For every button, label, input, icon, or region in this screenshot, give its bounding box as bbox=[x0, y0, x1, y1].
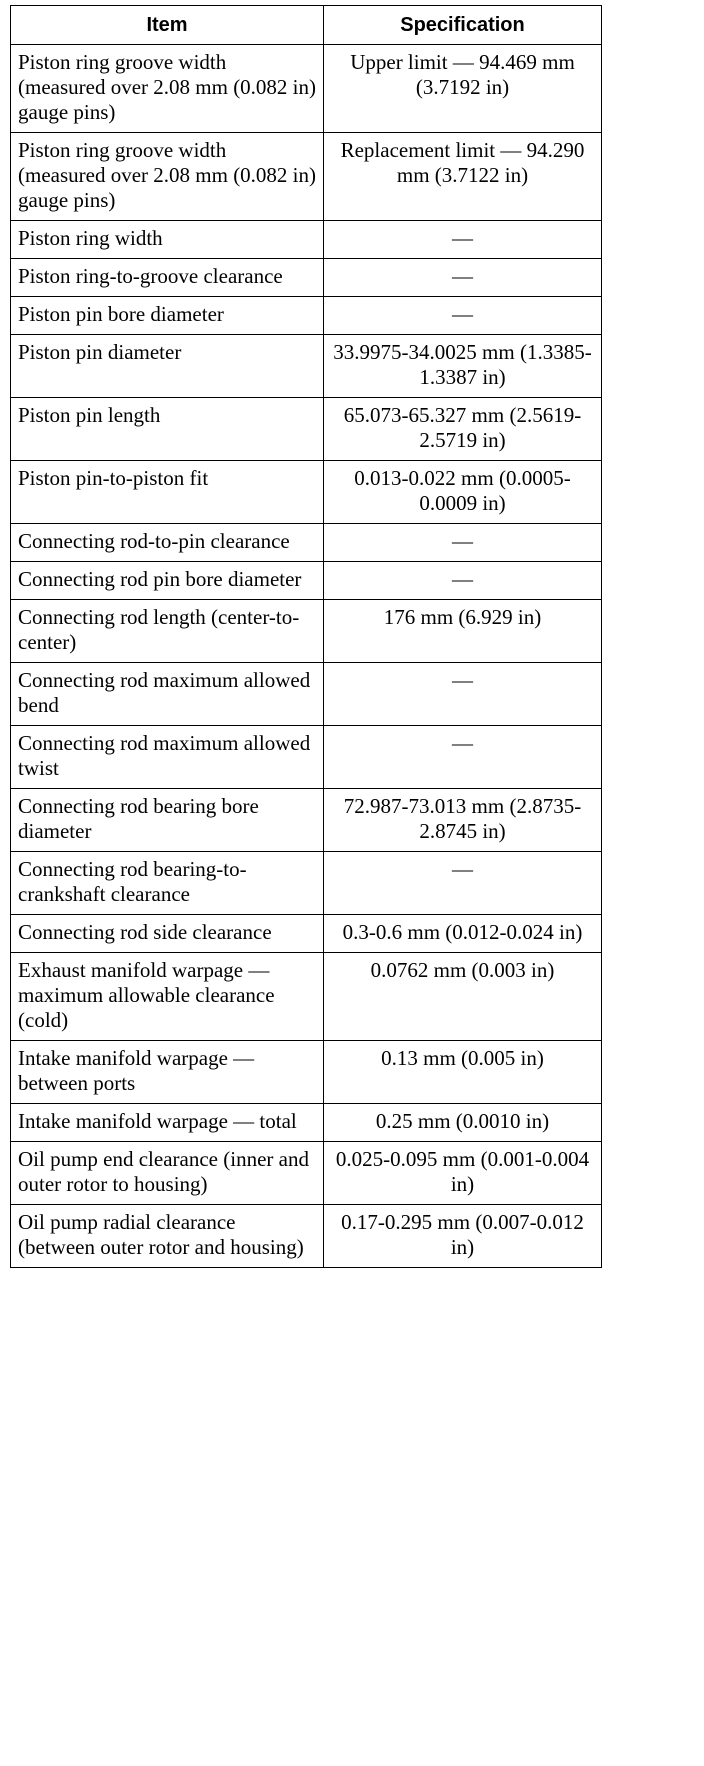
table-row bbox=[11, 524, 602, 562]
item-cell: Piston pin bore diameter bbox=[11, 297, 324, 335]
item-cell: Connecting rod side clearance bbox=[11, 915, 324, 953]
table-row bbox=[11, 789, 602, 852]
spec-cell: 0.13 mm (0.005 in) bbox=[324, 1041, 602, 1104]
table-row bbox=[11, 915, 602, 953]
spec-cell: 176 mm (6.929 in) bbox=[324, 600, 602, 663]
item-cell: Piston ring groove width (measured over 2.08 mm (0.082 in) gauge pins) bbox=[11, 45, 324, 133]
table-row bbox=[11, 45, 602, 133]
table-row bbox=[11, 1104, 602, 1142]
item-cell: Connecting rod bearing-to-crankshaft clearance bbox=[11, 852, 324, 915]
table-header bbox=[11, 6, 602, 45]
column-header-specification: Specification bbox=[324, 6, 602, 45]
spec-cell: — bbox=[324, 726, 602, 789]
spec-cell: 65.073-65.327 mm (2.5619-2.5719 in) bbox=[324, 398, 602, 461]
spec-cell: — bbox=[324, 221, 602, 259]
spec-cell: 0.0762 mm (0.003 in) bbox=[324, 953, 602, 1041]
table-row bbox=[11, 600, 602, 663]
spec-cell: 0.3-0.6 mm (0.012-0.024 in) bbox=[324, 915, 602, 953]
spec-cell: — bbox=[324, 663, 602, 726]
spec-cell: 0.025-0.095 mm (0.001-0.004 in) bbox=[324, 1142, 602, 1205]
spec-cell: 0.17-0.295 mm (0.007-0.012 in) bbox=[324, 1205, 602, 1268]
specification-table bbox=[10, 5, 602, 1268]
table-row bbox=[11, 1041, 602, 1104]
table-row bbox=[11, 562, 602, 600]
item-cell: Connecting rod maximum allowed twist bbox=[11, 726, 324, 789]
item-cell: Connecting rod maximum allowed bend bbox=[11, 663, 324, 726]
header-row bbox=[11, 6, 602, 45]
table-row bbox=[11, 1205, 602, 1268]
spec-cell: — bbox=[324, 297, 602, 335]
spec-cell: — bbox=[324, 562, 602, 600]
item-cell: Piston pin-to-piston fit bbox=[11, 461, 324, 524]
table-row bbox=[11, 461, 602, 524]
table-row bbox=[11, 335, 602, 398]
table-row bbox=[11, 726, 602, 789]
table-row bbox=[11, 221, 602, 259]
column-header-item: Item bbox=[11, 6, 324, 45]
item-cell: Piston ring width bbox=[11, 221, 324, 259]
spec-cell: — bbox=[324, 259, 602, 297]
spec-cell: 0.013-0.022 mm (0.0005-0.0009 in) bbox=[324, 461, 602, 524]
item-cell: Intake manifold warpage — between ports bbox=[11, 1041, 324, 1104]
item-cell: Oil pump end clearance (inner and outer rotor to housing) bbox=[11, 1142, 324, 1205]
table-row bbox=[11, 297, 602, 335]
table-body bbox=[11, 45, 602, 1268]
table-row bbox=[11, 953, 602, 1041]
spec-cell: Upper limit — 94.469 mm (3.7192 in) bbox=[324, 45, 602, 133]
item-cell: Piston ring groove width (measured over 2.08 mm (0.082 in) gauge pins) bbox=[11, 133, 324, 221]
item-cell: Piston pin diameter bbox=[11, 335, 324, 398]
item-cell: Connecting rod pin bore diameter bbox=[11, 562, 324, 600]
spec-cell: — bbox=[324, 852, 602, 915]
item-cell: Connecting rod-to-pin clearance bbox=[11, 524, 324, 562]
item-cell: Piston ring-to-groove clearance bbox=[11, 259, 324, 297]
item-cell: Piston pin length bbox=[11, 398, 324, 461]
table-row bbox=[11, 852, 602, 915]
table-row bbox=[11, 663, 602, 726]
spec-cell: 72.987-73.013 mm (2.8735-2.8745 in) bbox=[324, 789, 602, 852]
item-cell: Intake manifold warpage — total bbox=[11, 1104, 324, 1142]
table-row bbox=[11, 1142, 602, 1205]
spec-cell: 0.25 mm (0.0010 in) bbox=[324, 1104, 602, 1142]
item-cell: Exhaust manifold warpage — maximum allowable clearance (cold) bbox=[11, 953, 324, 1041]
item-cell: Oil pump radial clearance (between outer rotor and housing) bbox=[11, 1205, 324, 1268]
spec-cell: 33.9975-34.0025 mm (1.3385-1.3387 in) bbox=[324, 335, 602, 398]
table-row bbox=[11, 398, 602, 461]
spec-cell: — bbox=[324, 524, 602, 562]
table-row bbox=[11, 259, 602, 297]
spec-cell: Replacement limit — 94.290 mm (3.7122 in) bbox=[324, 133, 602, 221]
item-cell: Connecting rod length (center-to-center) bbox=[11, 600, 324, 663]
table-row bbox=[11, 133, 602, 221]
item-cell: Connecting rod bearing bore diameter bbox=[11, 789, 324, 852]
